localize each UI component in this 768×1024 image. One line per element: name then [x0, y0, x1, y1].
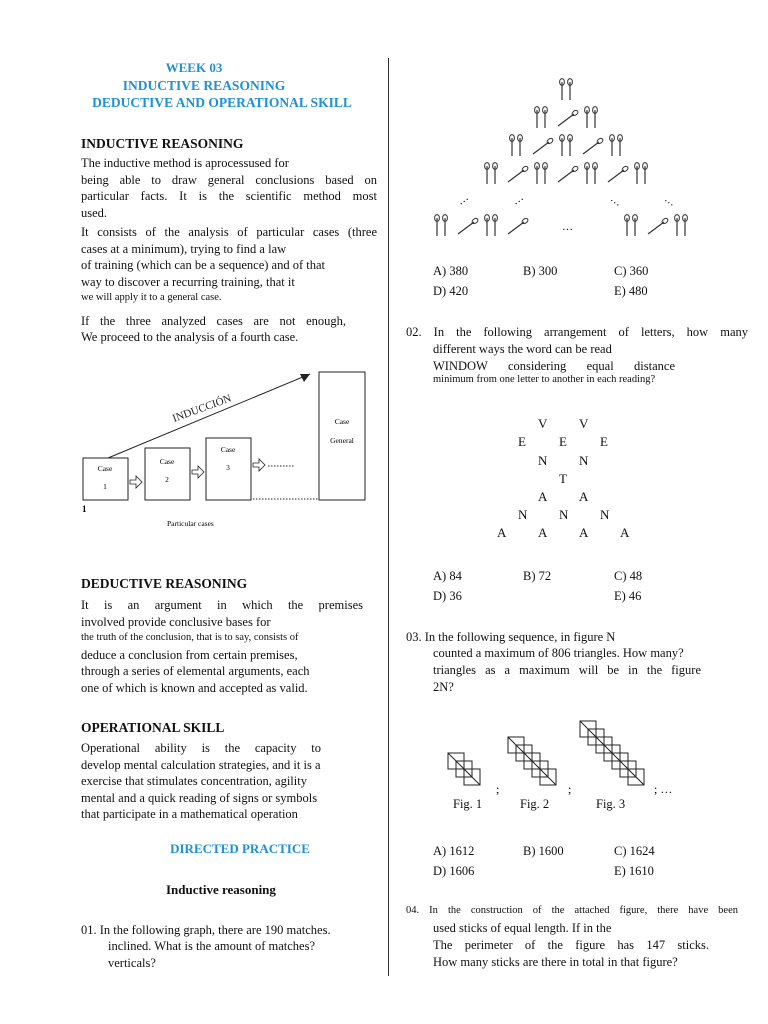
letter-a: A — [538, 489, 548, 504]
q02-option-b: B) 72 — [523, 569, 552, 583]
question-01-line3: verticals? — [108, 956, 156, 970]
question-01-line2: inclined. What is the amount of matches? — [108, 939, 316, 953]
match-row-3 — [510, 135, 623, 156]
q01-option-b: B) 300 — [523, 264, 558, 278]
q03-line3: triangles as a maximum will be in the figure — [433, 663, 701, 677]
operational-line: mental and a quick reading of signs or symbols — [81, 790, 318, 805]
q03-option-d: D) 1606 — [433, 864, 475, 878]
ellipsis-bottom: … — [562, 221, 573, 233]
deductive-line: one of which is known and accepted as valid. — [81, 680, 308, 695]
match-row-2 — [535, 107, 598, 128]
letter-n: N — [559, 507, 569, 522]
q03-option-c: C) 1624 — [614, 844, 655, 858]
match-row-last — [435, 215, 688, 236]
column-divider — [388, 58, 389, 976]
deductive-line: It is an argument in which the premises — [81, 598, 363, 612]
general-case-label-2: General — [330, 436, 354, 445]
letter-a: A — [620, 525, 630, 540]
operational-line: exercise that stimulates concentration, agility — [81, 774, 307, 788]
letter-e: E — [600, 434, 608, 449]
induction-arrow — [108, 374, 310, 458]
q02-option-c: C) 48 — [614, 569, 643, 583]
q02-option-e: E) 46 — [614, 589, 642, 603]
operational-line: that participate in a mathematical operation — [81, 807, 298, 821]
letter-a: A — [579, 489, 589, 504]
practice-heading: DIRECTED PRACTICE — [170, 841, 310, 856]
letter-n: N — [600, 507, 610, 522]
q03-line4: 2N? — [433, 680, 454, 694]
q02-line2: different ways the word can be read — [433, 342, 612, 356]
q04-line2: used sticks of equal length. If in the — [433, 921, 612, 935]
figure-2 — [508, 737, 556, 785]
separator: ; — [496, 782, 500, 795]
case-3-number: 3 — [226, 463, 230, 472]
q03-line2: counted a maximum of 806 triangles. How many? — [433, 646, 684, 660]
deductive-heading: DEDUCTIVE REASONING — [81, 576, 248, 591]
case-2-number: 2 — [165, 475, 169, 484]
letter-a: A — [497, 525, 507, 540]
diagram-footnote-number: 1 — [82, 504, 87, 514]
induction-label: INDUCCIÓN — [170, 392, 234, 425]
q03-option-b: B) 1600 — [523, 844, 564, 858]
question-01-line1: 01. In the following graph, there are 190 matches. — [81, 923, 331, 937]
q02-option-d: D) 36 — [433, 589, 462, 603]
general-case-label: Case — [334, 417, 350, 426]
operational-line: Operational ability is the capacity to — [81, 741, 321, 755]
ellipsis-right-2: … — [662, 192, 679, 209]
ellipsis-right: … — [608, 192, 625, 209]
q03-line1: 03. In the following sequence, in figure N — [406, 630, 616, 644]
week-label: WEEK 03 — [165, 60, 223, 75]
match-row-1 — [560, 79, 573, 100]
inductive-line: If the three analyzed cases are not enough, — [81, 313, 346, 328]
q02-line4: minimum from one letter to another in each reading? — [433, 374, 656, 385]
q03-option-e: E) 1610 — [614, 864, 654, 878]
q02-line1: 02. In the following arrangement of letters, how many — [406, 325, 748, 339]
ellipsis-left: … — [454, 191, 471, 208]
case-box-2 — [145, 448, 190, 500]
fig-2-caption: Fig. 2 — [520, 797, 550, 811]
inductive-heading: INDUCTIVE REASONING — [81, 136, 244, 151]
q04-line1: 04. In the construction of the attached figure, there have been — [406, 905, 738, 916]
q01-option-e: E) 480 — [614, 284, 648, 298]
ellipsis-left-2: … — [509, 191, 526, 208]
fig-1-caption: Fig. 1 — [453, 797, 483, 811]
q02-line3: WINDOW considering equal distance — [433, 359, 675, 373]
fig-3-caption: Fig. 3 — [596, 797, 626, 811]
inductive-line: we will apply it to a general case. — [81, 292, 222, 303]
practice-subheading: Inductive reasoning — [166, 882, 276, 897]
case-1-number: 1 — [103, 482, 107, 491]
inductive-line: It consists of the analysis of particular cases (three — [81, 225, 377, 239]
letter-a: A — [579, 525, 589, 540]
inductive-line: We proceed to the analysis of a fourth case. — [81, 330, 299, 344]
inductive-line: particular facts. It is the scientific method most — [81, 189, 377, 203]
inductive-line: of training (which can be a sequence) and of that — [81, 258, 325, 272]
inductive-line: used. — [81, 205, 108, 220]
inductive-line: The inductive method is aprocessused for — [81, 156, 289, 170]
q01-option-c: C) 360 — [614, 264, 649, 278]
operational-heading: OPERATIONAL SKILL — [81, 720, 225, 735]
page-subtitle: DEDUCTIVE AND OPERATIONAL SKILL — [92, 95, 352, 110]
inductive-line: being able to draw general conclusions based on — [81, 172, 377, 187]
matches-figure — [420, 70, 720, 250]
letter-a: A — [538, 525, 548, 540]
q04-line3: The perimeter of the figure has 147 sticks. — [433, 938, 709, 952]
letter-n: N — [518, 507, 528, 522]
triangle-figures — [440, 715, 680, 795]
figure-1 — [448, 753, 480, 785]
deductive-line: involved provide conclusive bases for — [81, 614, 271, 629]
q04-line4: How many sticks are there in total in that figure? — [433, 955, 678, 969]
operational-text — [81, 740, 363, 823]
deductive-line: deduce a conclusion from certain premises, — [81, 647, 298, 662]
operational-line: develop mental calculation strategies, and it is a — [81, 757, 321, 772]
diagram-caption: Particular cases — [167, 519, 214, 528]
deductive-line: the truth of the conclusion, that is to say, consists of — [81, 632, 299, 643]
letter-v: V — [538, 416, 548, 431]
letter-v: V — [579, 416, 589, 431]
separator-ellipsis: ; … — [654, 782, 673, 795]
q01-option-d: D) 420 — [433, 284, 469, 298]
q02-option-a: A) 84 — [433, 569, 462, 583]
inductive-line: way to discover a recurring training, that it — [81, 274, 295, 289]
page-title: INDUCTIVE REASONING — [122, 78, 286, 93]
case-2-label: Case — [159, 457, 175, 466]
letter-t: T — [559, 471, 567, 486]
induction-diagram — [78, 362, 378, 532]
letter-n: N — [579, 453, 589, 468]
letter-e: E — [518, 434, 526, 449]
case-3-label: Case — [220, 445, 236, 454]
separator: ; — [568, 782, 572, 795]
deductive-text — [81, 597, 363, 696]
q03-option-a: A) 1612 — [433, 844, 475, 858]
deductive-line: through a series of elemental arguments, each — [81, 664, 310, 678]
letter-n: N — [538, 453, 548, 468]
match-row-4 — [485, 163, 648, 184]
letter-e: E — [559, 434, 567, 449]
inductive-text — [81, 155, 377, 346]
figure-3 — [580, 721, 644, 785]
inductive-line: cases at a minimum), trying to find a law — [81, 241, 287, 256]
case-1-label: Case — [97, 464, 113, 473]
hollow-arrows — [130, 459, 265, 488]
q01-option-a: A) 380 — [433, 264, 469, 278]
